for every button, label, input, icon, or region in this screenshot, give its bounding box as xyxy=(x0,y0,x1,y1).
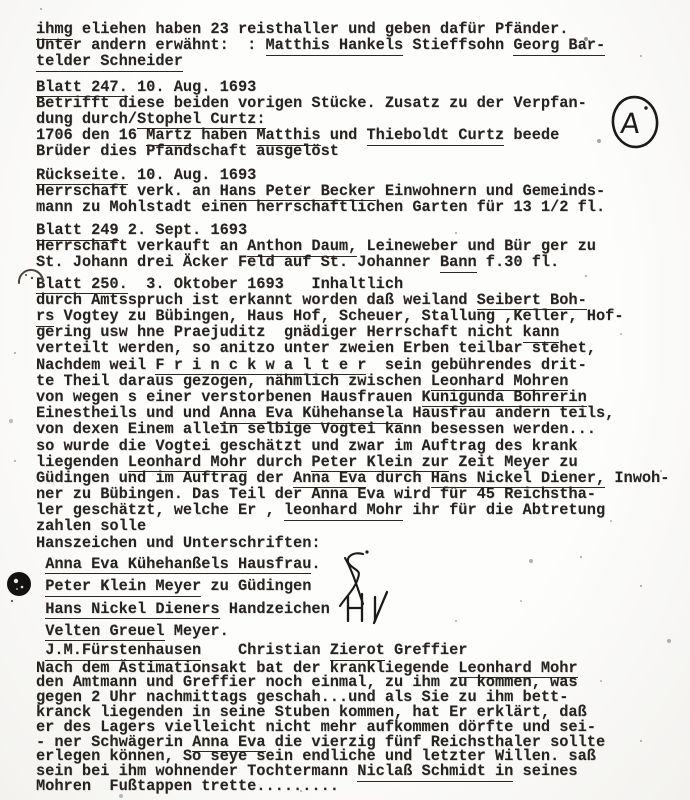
text: 10. Aug. 1693 xyxy=(127,165,257,184)
underlined-text: kann xyxy=(522,323,560,342)
text: Leineweber und Bür ger zu xyxy=(357,237,596,256)
text: St. Johann drei Äcker Feld auf St. Johanner xyxy=(36,253,440,272)
hans-nickel-monogram-icon xyxy=(342,590,394,626)
text: kranck liegenden in seine Stuben kommen, hat Er erklärt, daß xyxy=(36,702,587,721)
underlined-text: leonhard Mohr xyxy=(283,501,404,520)
text: sein gebührendes drit- xyxy=(366,355,587,374)
text: er des Lagers vielleicht nicht mehr aufkommen dörfte und sei- xyxy=(36,717,596,736)
document-line xyxy=(36,127,686,143)
document-block-rueckseite xyxy=(36,167,686,216)
document-line xyxy=(36,405,686,421)
pencil-arc-mark-icon xyxy=(15,257,49,289)
text: 2. Sept. 1693 xyxy=(118,221,248,240)
document-line xyxy=(36,254,686,270)
underlined-text: Matthis xyxy=(256,126,321,145)
text: durch Amtsspruch ist erkannt worden daß weiland xyxy=(36,290,477,309)
text: verteilt werden, so anitzo unter zweien Erben teilbar stehet, xyxy=(36,339,596,358)
document-line xyxy=(36,486,686,502)
document-line xyxy=(36,143,686,159)
document-block-blatt-250 xyxy=(36,276,686,551)
document-line xyxy=(36,222,686,238)
underlined-text: Bann xyxy=(439,253,477,272)
text: gegen 2 Uhr nachmittags geschah...und als Sie zu ihm bett- xyxy=(36,688,569,707)
text: von wegen s einer verstorbenen Hausfrauen xyxy=(36,387,422,406)
document-line xyxy=(36,324,686,340)
text: ler geschätzt, welche Er , xyxy=(36,501,284,520)
text: . xyxy=(311,554,321,573)
text: Christian xyxy=(201,641,330,660)
underlined-text: Thieboldt Curtz xyxy=(366,126,505,145)
text: - ner Schwägerin xyxy=(36,732,193,751)
circled-letter-text: A xyxy=(619,107,642,140)
text: beede xyxy=(504,126,560,145)
underlined-text: Blatt 250. xyxy=(36,274,128,293)
document-line xyxy=(36,642,686,658)
document-block-blatt-249 xyxy=(36,222,686,271)
document-block-blatt-247 xyxy=(36,79,686,160)
text: ihr für die Abtretung xyxy=(403,501,606,520)
underlined-text: Seibert Boh- xyxy=(476,290,587,309)
text: 1706 den 16 xyxy=(36,126,147,145)
text: te Theil daraus gezogen, nähmlich zwischen xyxy=(36,371,431,390)
text: seines xyxy=(513,762,578,781)
text xyxy=(36,600,45,618)
document-line xyxy=(36,95,686,111)
text: Inwoh- xyxy=(605,468,670,487)
underlined-text: Hans Nickel Dieners xyxy=(45,599,220,618)
text: Handzeichen xyxy=(219,599,330,618)
document-line xyxy=(36,167,686,183)
underlined-text: Blatt 249 xyxy=(36,221,119,240)
text xyxy=(36,622,45,640)
document-line xyxy=(36,454,686,470)
underlined-text: rs xyxy=(36,307,55,325)
document-block-intro xyxy=(36,21,686,70)
document-line xyxy=(36,340,686,356)
document-line xyxy=(36,518,686,534)
text: haben xyxy=(192,126,257,145)
text: Güdingen und im Auftrag der xyxy=(36,468,294,487)
document-line xyxy=(36,199,686,215)
circled-letter-annotation xyxy=(608,93,662,151)
underlined-text: Blatt 247. xyxy=(36,77,128,96)
text: Einestheils und und xyxy=(36,404,220,423)
text: Zeit Meyer zu xyxy=(449,452,578,471)
text: ner zu Bübingen. Das Teil der Anna Eva wird für 45 Reichstha- xyxy=(36,485,596,504)
text: Herrschaft verkauft an xyxy=(36,237,248,256)
document-line xyxy=(36,502,686,518)
text: zu Güdingen xyxy=(201,577,312,596)
underlined-text: telder Schneider xyxy=(36,52,183,71)
text: durch xyxy=(247,452,312,471)
underlined-text: Zierot xyxy=(329,641,385,660)
text: Greffier xyxy=(384,641,468,660)
text: sein bei ihm wohnender Tochtermann xyxy=(36,762,358,781)
underlined-text: J.M.Fürstenhausen xyxy=(45,641,202,660)
underlined-text: Peter Klein zur xyxy=(311,452,450,471)
text: Nachdem weil xyxy=(36,355,156,374)
text: mann zu Mohlstadt einen herrschaftlichen Garten für 13 1/2 fl. xyxy=(36,197,606,216)
text: die vierzig fünf Reichsthaler sollte xyxy=(265,732,606,751)
text: 10. Aug. 1693 xyxy=(127,77,257,96)
document-line xyxy=(36,357,686,373)
underlined-text: Anna Eva xyxy=(293,468,367,487)
underlined-text: Hans Nickel Diener, xyxy=(430,468,606,487)
underlined-text: Leonhard Mohr xyxy=(458,658,578,677)
underlined-text: Rückseite. xyxy=(36,165,128,184)
document-line xyxy=(36,470,686,486)
text: f.30 fl. xyxy=(476,253,560,272)
text: Vogtey zu Bübingen, Haus Hof, Scheuer, Stallung ,Keller, Hof- xyxy=(54,307,624,325)
text: eliehen haben 23 reisthaller und geben dafür Pfänder. xyxy=(72,20,569,38)
text: zahlen solle xyxy=(36,517,147,536)
document-line xyxy=(36,183,686,199)
text: Hanszeichen und Unterschriften: xyxy=(36,533,321,552)
text: Unter andern erwähnt: : xyxy=(36,36,266,55)
underlined-text: Anna Eva Kühehansela xyxy=(219,404,404,423)
document-line xyxy=(36,276,686,292)
underlined-text: Niclaß Schmidt in xyxy=(357,762,514,781)
document-block-officials xyxy=(36,642,686,658)
text: und xyxy=(320,126,367,145)
underlined-text: ihmg xyxy=(36,20,73,38)
text: Meyer. xyxy=(164,621,229,640)
document-line xyxy=(36,111,686,127)
text: Mohren Fußtappen trette......... xyxy=(36,776,339,795)
scan-noise-speckles xyxy=(0,0,2,2)
ink-blob-icon xyxy=(5,570,35,604)
document-line xyxy=(36,292,686,308)
document-line xyxy=(36,373,686,389)
underlined-text: Matthis Hankels xyxy=(265,36,404,55)
text: erlegen können, So seye sein endliche und letzter Willen. saß xyxy=(36,747,596,766)
underlined-text: Hans Peter Becker xyxy=(219,181,376,200)
document-line xyxy=(36,79,686,95)
document-line xyxy=(36,238,686,254)
text: Einwohnern und Gemeinds- xyxy=(375,181,606,200)
document-line xyxy=(36,53,686,69)
underlined-text: F r i n c k w a l t e r xyxy=(155,355,367,374)
underlined-text: Leonhard Mohren xyxy=(430,371,569,390)
text: Brüder dies Pfandschaft ausgelöst xyxy=(36,142,339,161)
text: Betrifft diese beiden vorigen Stücke. Zusatz zu der Verpfan- xyxy=(36,93,587,112)
document-line xyxy=(36,308,686,324)
document-line xyxy=(36,438,686,454)
text: Hausfrau andern teils, xyxy=(403,404,615,423)
underlined-text: Peter Klein Meyer xyxy=(45,577,202,596)
text: Herrschaft verk. an xyxy=(36,181,220,200)
underlined-text: Anthon Daum, xyxy=(247,237,358,256)
text: 3. Oktober 1693 Inhaltlich xyxy=(127,274,404,293)
document-line xyxy=(36,421,686,437)
text: Stieffsohn xyxy=(403,36,514,55)
underlined-text: Georg Bar- xyxy=(513,36,606,55)
text: durch xyxy=(366,468,431,487)
underlined-text: Leonhard Mohr xyxy=(127,452,248,471)
text: dung durch/ xyxy=(36,109,137,128)
underlined-text: Velten Greuel xyxy=(45,621,165,640)
document-line xyxy=(36,389,686,405)
text xyxy=(36,641,45,659)
text: den Amtmann und Greffier noch einmal, zu ihm zu kommen, was xyxy=(36,673,578,692)
text xyxy=(36,555,45,573)
underlined-text: Anna Eva xyxy=(192,732,266,751)
text: liegenden xyxy=(36,452,128,471)
document-line xyxy=(36,37,686,53)
underlined-text: Kunigunda Bohrerin xyxy=(421,387,587,406)
text: gering usw hne Praejuditz gnädiger Herrschaft nicht xyxy=(36,323,523,342)
underlined-text: Anna Eva Kühehanßels Hausfrau xyxy=(45,554,312,573)
underlined-text: Martz xyxy=(146,126,193,145)
text: von dexen Einem allein selbige Vogtei kann besessen werden... xyxy=(36,420,596,439)
document-line xyxy=(36,21,686,37)
document-text xyxy=(36,21,686,794)
underlined-text: Stophel Curtz: xyxy=(136,109,266,128)
text: so wurde die Vogtei geschätzt und zwar im Auftrag des krank xyxy=(36,436,578,455)
text xyxy=(36,577,45,595)
document-block-closing-paragraph xyxy=(36,658,686,795)
text: Nach dem Ästimationsakt bat der krankliegende xyxy=(36,658,459,677)
